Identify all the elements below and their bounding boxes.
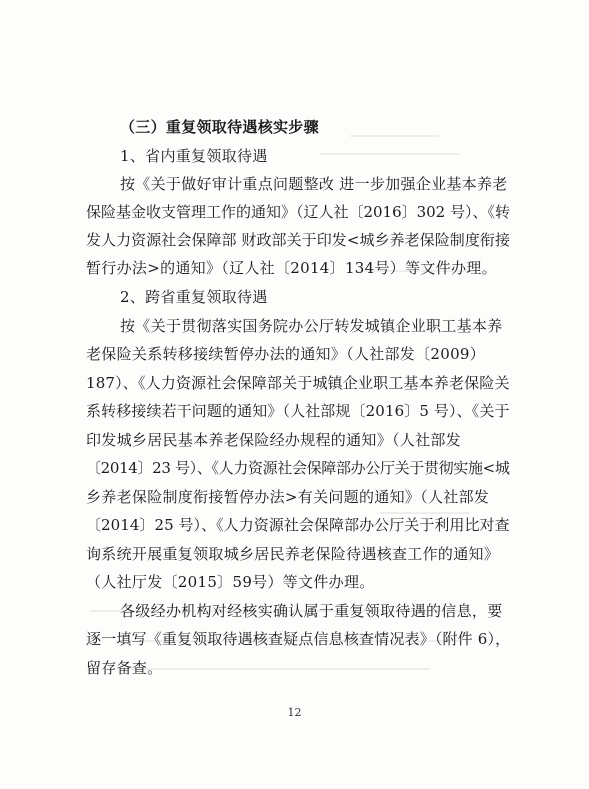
page-number: 12 bbox=[287, 706, 302, 719]
section-heading: （三）重复领取待遇核实步骤 bbox=[120, 118, 319, 136]
paragraph-2-line: 印发城乡居民基本养老保险经办规程的通知》（人社部发 bbox=[86, 431, 462, 449]
paragraph-2-line: 老保险关系转移接续暂停办法的通知》（人社部发〔2009） bbox=[86, 345, 486, 363]
paragraph-3-line: 留存备查。 bbox=[86, 659, 163, 677]
paragraph-2-line: 按《关于贯彻落实国务院办公厅转发城镇企业职工基本养 bbox=[120, 317, 503, 335]
paragraph-2-line: 〔2014〕25 号）、《人力资源社会保障部办公厅关于利用比对查 bbox=[86, 516, 510, 534]
paragraph-2-line: 乡养老保险制度衔接暂停办法>有关问题的通知》（人社部发 bbox=[86, 488, 490, 506]
paragraph-1-line: 按《关于做好审计重点问题整改 进一步加强企业基本养老 bbox=[120, 175, 508, 193]
paragraph-1-line: 暂行办法>的通知》（辽人社〔2014〕134号）等文件办理。 bbox=[86, 259, 497, 277]
paragraph-2-line: 询系统开展重复领取城乡居民养老保险待遇核查工作的通知》 bbox=[86, 545, 500, 563]
paragraph-3-line: 逐一填写《重复领取待遇核查疑点信息核查情况表》（附件 6）， bbox=[86, 630, 511, 648]
paragraph-3-line: 各级经办机构对经核实确认属于重复领取待遇的信息，要 bbox=[120, 602, 503, 620]
paragraph-1-line: 发人力资源社会保障部 财政部关于印发<城乡养老保险制度衔接 bbox=[86, 231, 511, 249]
paragraph-2-line: （人社厅发〔2015〕59号）等文件办理。 bbox=[86, 573, 375, 591]
paragraph-2-line: 187）、《人力资源社会保障部关于城镇企业职工基本养老保险关 bbox=[86, 374, 510, 392]
subsection-heading-interprovincial: 2、跨省重复领取待遇 bbox=[120, 288, 268, 306]
paragraph-2-line: 系转移接续若干问题的通知》（人社部规〔2016〕5 号）、《关于 bbox=[86, 402, 510, 420]
paragraph-1-line: 保险基金收支管理工作的通知》（辽人社〔2016〕302 号）、《转 bbox=[86, 203, 510, 221]
subsection-heading-provincial: 1、省内重复领取待遇 bbox=[120, 147, 268, 165]
paragraph-2-line: 〔2014〕23 号）、《人力资源社会保障部办公厅关于贯彻实施<城 bbox=[86, 459, 510, 477]
